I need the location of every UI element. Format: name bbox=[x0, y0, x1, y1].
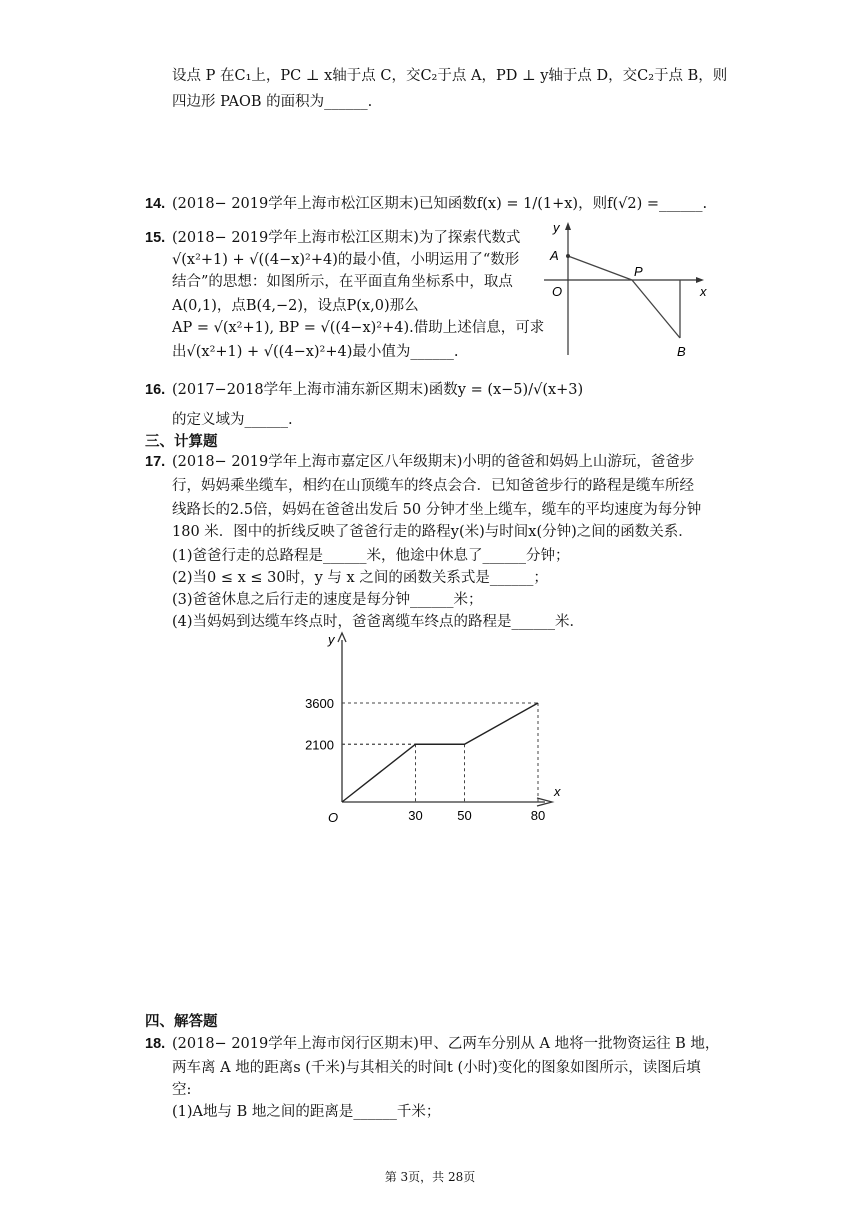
q18-line-3: 空: bbox=[172, 1082, 192, 1098]
y-tick-label: 3600 bbox=[305, 696, 334, 711]
q15-number: 15. bbox=[145, 230, 166, 246]
q15-line-5: AP = √(x²+1), BP = √((4−x)²+4).借助上述信息，可求 bbox=[172, 320, 545, 336]
q15-fig-p-label: P bbox=[634, 264, 643, 279]
x-tick-label: 50 bbox=[457, 808, 472, 823]
series-line bbox=[342, 703, 538, 802]
q17-line-4: 180 米．图中的折线反映了爸爸行走的路程y(米)与时间x(分钟)之间的函数关系． bbox=[172, 524, 693, 540]
q16-number: 16. bbox=[145, 382, 166, 398]
q15-line-4: A(0,1)，点B(4,−2)，设点P(x,0)那么 bbox=[172, 298, 419, 314]
x-axis-label: x bbox=[554, 784, 561, 799]
q13-line-1: 设点 P 在C₁上，PC ⊥ x轴于点 C，交C₂于点 A，PD ⊥ y轴于点 D，交C₂于点 B，则 bbox=[172, 68, 728, 84]
q15-fig-y-label: y bbox=[553, 220, 560, 235]
origin-label: O bbox=[328, 810, 339, 825]
q17-line-2: 行，妈妈乘坐缆车，相约在山顶缆车的终点会合．已知爸爸步行的路程是缆车所经 bbox=[172, 478, 694, 494]
q18-line-2: 两车离 A 地的距离s (千米)与其相关的时间t (小时)变化的图象如图所示，读图后填 bbox=[172, 1060, 701, 1076]
q15-line-6: 出√(x²+1) + √((4−x)²+4)最小值为______. bbox=[172, 344, 459, 360]
q17-line-7: (3)爸爸休息之后行走的速度是每分钟______米； bbox=[172, 592, 483, 608]
x-tick-label: 80 bbox=[530, 808, 546, 823]
q17-line-6: (2)当0 ≤ x ≤ 30时，y 与 x 之间的函数关系式是______； bbox=[172, 570, 548, 586]
page-footer: 第 3页，共 28页 bbox=[384, 1170, 476, 1184]
q15-fig-b-label: B bbox=[677, 344, 686, 359]
q15-line-2: √(x²+1) + √((4−x)²+4)的最小值，小明运用了“数形 bbox=[172, 252, 520, 268]
q15-line-3: 结合”的思想：如图所示，在平面直角坐标系中，取点 bbox=[172, 274, 513, 290]
q17-chart bbox=[290, 630, 570, 830]
q17-line-3: 线路长的2.5倍，妈妈在爸爸出发后 50 分钟才坐上缆车，缆车的平均速度为每分钟 bbox=[172, 502, 702, 518]
q15-fig-x-label: x bbox=[700, 284, 707, 299]
q17-line-1: (2018− 2019学年上海市嘉定区八年级期末)小明的爸爸和妈妈上山游玩，爸爸步 bbox=[172, 454, 695, 470]
q18-line-1: (2018− 2019学年上海市闵行区期末)甲、乙两车分别从 A 地将一批物资运往 B 地， bbox=[172, 1036, 720, 1052]
q17-line-5: (1)爸爸行走的总路程是______米，他途中休息了______分钟； bbox=[172, 548, 570, 564]
q14-text: (2018− 2019学年上海市松江区期末)已知函数f(x) = 1/(1+x)，则f(√2) =______. bbox=[172, 196, 708, 212]
q15-line-1: (2018− 2019学年上海市松江区期末)为了探索代数式 bbox=[172, 230, 521, 246]
q15-fig-origin-label: O bbox=[552, 284, 563, 299]
q17-number: 17. bbox=[145, 454, 166, 470]
section-3-heading: 三、计算题 bbox=[145, 433, 218, 450]
q13-line-2: 四边形 PAOB 的面积为______. bbox=[172, 94, 373, 110]
q17-line-8: (4)当妈妈到达缆车终点时，爸爸离缆车终点的路程是______米． bbox=[172, 614, 585, 630]
section-4-heading: 四、解答题 bbox=[145, 1013, 218, 1030]
q18-number: 18. bbox=[145, 1036, 166, 1052]
y-tick-label: 2100 bbox=[305, 737, 334, 753]
q15-figure bbox=[540, 220, 715, 365]
q15-fig-a-label: A bbox=[550, 248, 559, 263]
y-axis-label: y bbox=[328, 632, 335, 647]
q18-line-4: (1)A地与 B 地之间的距离是______千米； bbox=[172, 1104, 441, 1120]
q14-number: 14. bbox=[145, 196, 166, 212]
q16-line-2: 的定义域为______. bbox=[172, 412, 293, 428]
x-tick-label: 30 bbox=[408, 808, 423, 823]
q16-line-1: (2017−2018学年上海市浦东新区期末)函数y = (x−5)/√(x+3) bbox=[172, 382, 584, 398]
